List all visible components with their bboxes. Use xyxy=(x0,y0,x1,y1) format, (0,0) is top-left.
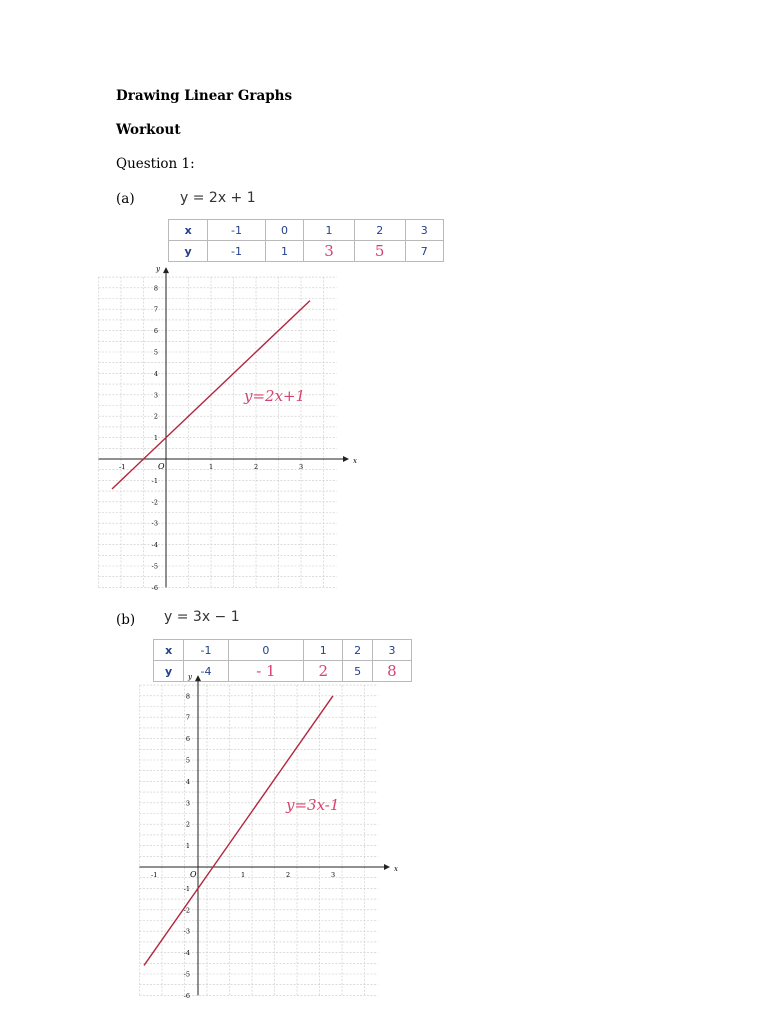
y-tick-label: 5 xyxy=(185,756,190,765)
x-tick-label: 3 xyxy=(299,463,304,471)
table-cell: 5 xyxy=(354,241,405,262)
x-tick-label: 2 xyxy=(254,463,259,471)
line-equation-annotation: y=2x+1 xyxy=(244,387,306,405)
y-axis-label: y xyxy=(156,265,160,274)
part-b-equation: y = 3x − 1 xyxy=(164,609,240,625)
table-row-label: x xyxy=(154,640,184,661)
y-axis-arrow xyxy=(163,267,169,273)
x-axis-arrow xyxy=(384,864,390,870)
line-equation-annotation: y=3x-1 xyxy=(286,796,340,814)
x-tick-label: 1 xyxy=(241,871,246,879)
table-cell: 2 xyxy=(304,661,343,682)
y-tick-label: -3 xyxy=(183,927,190,936)
series-line xyxy=(144,696,336,966)
y-tick-label: 1 xyxy=(185,842,190,851)
y-axis-label: y xyxy=(188,673,192,682)
y-tick-label: -1 xyxy=(183,884,190,893)
section-heading: Workout xyxy=(116,122,181,138)
y-tick-label: -6 xyxy=(151,583,158,592)
y-tick-label: 6 xyxy=(153,327,158,336)
y-tick-label: 5 xyxy=(153,348,158,357)
y-tick-label: 8 xyxy=(185,692,190,701)
part-a-label: (a) xyxy=(116,191,135,207)
y-tick-label: 2 xyxy=(185,820,190,829)
table-cell: 1 xyxy=(304,640,343,661)
part-a-graph xyxy=(96,265,357,592)
y-tick-label: 7 xyxy=(185,713,190,722)
part-b-label: (b) xyxy=(116,612,136,628)
x-tick-label: O xyxy=(158,462,165,471)
table-row-label: y xyxy=(169,241,208,262)
table-cell: -1 xyxy=(184,640,228,661)
table-cell: 0 xyxy=(265,220,303,241)
y-tick-label: 8 xyxy=(153,284,158,293)
table-cell: 5 xyxy=(343,661,373,682)
y-tick-label: -5 xyxy=(183,970,190,979)
table-cell: 8 xyxy=(372,661,411,682)
part-b-graph xyxy=(128,673,398,1000)
page-title: Drawing Linear Graphs xyxy=(116,88,293,104)
question-label: Question 1: xyxy=(116,156,195,172)
y-tick-label: 6 xyxy=(185,735,190,744)
table-cell: -1 xyxy=(208,220,266,241)
x-tick-label: -1 xyxy=(119,463,126,471)
y-tick-label: 3 xyxy=(185,799,190,808)
y-tick-label: 2 xyxy=(153,412,158,421)
y-tick-label: 7 xyxy=(153,305,158,314)
y-tick-label: -6 xyxy=(183,991,190,1000)
table-cell: 7 xyxy=(405,241,443,262)
y-tick-label: -4 xyxy=(151,541,158,550)
y-tick-label: -2 xyxy=(183,906,190,915)
x-tick-label: 1 xyxy=(209,463,214,471)
y-tick-label: -2 xyxy=(151,498,158,507)
table-cell: 3 xyxy=(405,220,443,241)
table-cell: 2 xyxy=(354,220,405,241)
y-tick-label: 4 xyxy=(185,777,190,786)
y-tick-label: -4 xyxy=(183,949,190,958)
y-tick-label: -3 xyxy=(151,519,158,528)
table-cell: 1 xyxy=(265,241,303,262)
y-tick-label: 3 xyxy=(153,391,158,400)
y-tick-label: 4 xyxy=(153,369,158,378)
table-cell: 3 xyxy=(304,241,355,262)
table-row-label: y xyxy=(154,661,184,682)
part-a-value-table xyxy=(168,219,444,262)
x-tick-label: -1 xyxy=(151,871,158,879)
table-cell: 3 xyxy=(372,640,411,661)
y-tick-label: -1 xyxy=(151,476,158,485)
table-cell: 2 xyxy=(343,640,373,661)
part-a-equation: y = 2x + 1 xyxy=(180,190,256,206)
y-tick-label: 1 xyxy=(153,434,158,443)
table-cell: -1 xyxy=(208,241,266,262)
table-cell: - 1 xyxy=(228,661,304,682)
x-tick-label: 2 xyxy=(286,871,291,879)
table-row-label: x xyxy=(169,220,208,241)
x-axis-arrow xyxy=(343,456,349,462)
table-cell: 0 xyxy=(228,640,304,661)
y-tick-label: -5 xyxy=(151,562,158,571)
table-cell: 1 xyxy=(304,220,355,241)
x-axis-label: x xyxy=(353,457,357,465)
table-cell: -4 xyxy=(184,661,228,682)
x-tick-label: O xyxy=(190,870,197,879)
x-tick-label: 3 xyxy=(331,871,336,879)
x-axis-label: x xyxy=(394,865,398,873)
